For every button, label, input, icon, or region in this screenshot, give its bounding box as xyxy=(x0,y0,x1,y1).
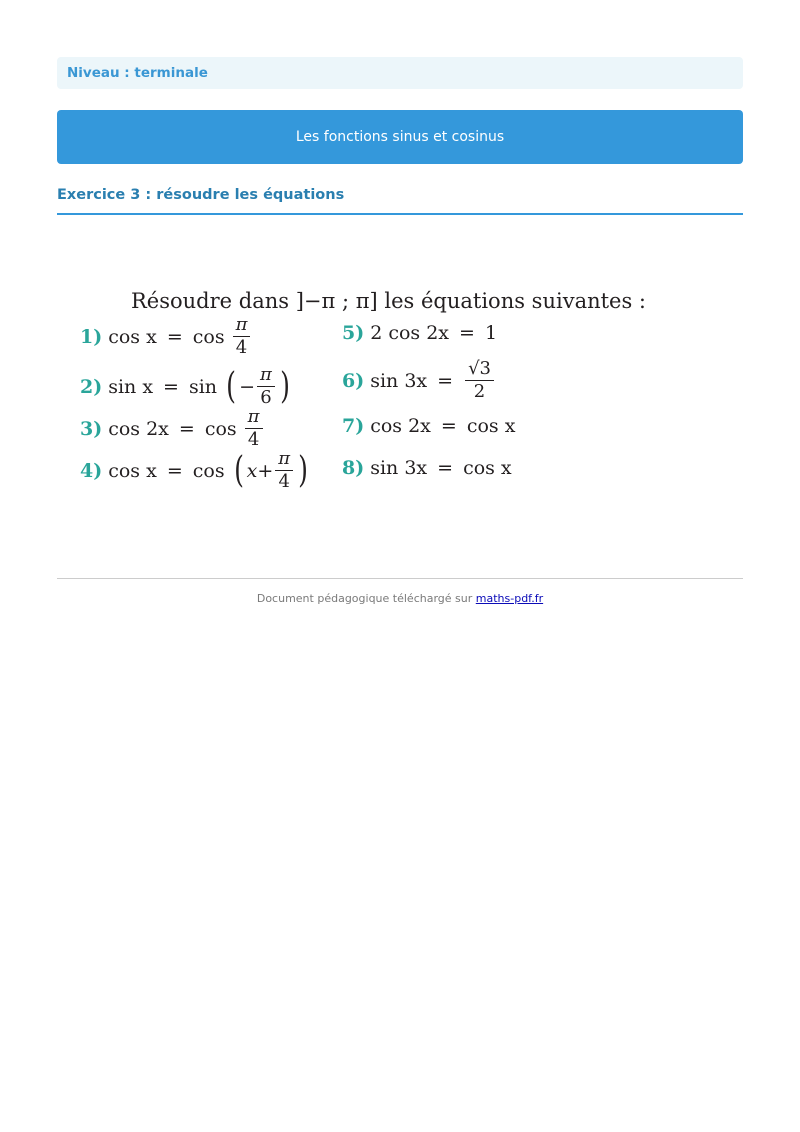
equation-lhs: sin x xyxy=(108,375,154,398)
exercise-intro: Résoudre dans ]−π ; π] les équations suivantes : xyxy=(131,289,647,313)
footer-text: Document pédagogique téléchargé sur xyxy=(256,592,473,605)
chapter-title-banner xyxy=(57,110,743,164)
equals-sign: = xyxy=(459,322,475,344)
exercise-heading: Exercice 3 : résoudre les équations xyxy=(57,185,743,215)
equation-1 xyxy=(80,315,252,358)
equation-number: 1) xyxy=(80,325,103,348)
equation-4 xyxy=(80,449,311,492)
equation-2 xyxy=(80,365,293,408)
left-parenthesis: ( xyxy=(226,365,236,407)
right-parenthesis: ) xyxy=(279,365,290,407)
fraction xyxy=(275,449,293,492)
equation-number: 4) xyxy=(80,459,103,482)
fraction-denominator: 6 xyxy=(260,387,272,408)
equation-number: 5) xyxy=(342,322,365,344)
fraction-numerator: √3 xyxy=(465,359,494,381)
function-name: cos xyxy=(204,417,237,440)
equation-rhs: 1 xyxy=(484,322,498,344)
level-banner xyxy=(57,57,743,89)
equation-7 xyxy=(342,415,515,437)
equation-number: 2) xyxy=(80,375,103,398)
fraction xyxy=(257,365,275,408)
equals-sign: = xyxy=(166,459,183,482)
footer-divider xyxy=(57,578,743,579)
equation-number: 8) xyxy=(342,457,365,479)
equals-sign: = xyxy=(437,369,454,392)
equals-sign: = xyxy=(437,457,454,479)
fraction-denominator: 4 xyxy=(235,337,248,358)
equation-8 xyxy=(342,457,512,479)
fraction-denominator: 2 xyxy=(473,381,486,402)
function-name: cos xyxy=(192,325,225,348)
fraction xyxy=(245,407,263,450)
fraction xyxy=(233,315,251,358)
equation-number: 7) xyxy=(342,415,365,437)
function-name: sin xyxy=(188,375,218,398)
fraction-numerator: π xyxy=(275,449,293,471)
fraction-denominator: 4 xyxy=(278,471,290,492)
fraction-numerator: π xyxy=(245,407,263,429)
paren-prefix: − xyxy=(239,375,256,398)
equals-sign: = xyxy=(163,375,179,398)
fraction-numerator: π xyxy=(257,365,275,387)
footer-link[interactable]: maths-pdf.fr xyxy=(475,592,544,605)
function-name: cos xyxy=(192,459,225,482)
equation-3 xyxy=(80,407,265,450)
equation-rhs: cos x xyxy=(466,415,516,437)
equation-lhs: cos x xyxy=(108,459,157,482)
equation-rhs: cos x xyxy=(463,457,512,479)
chapter-title: Les fonctions sinus et cosinus xyxy=(295,129,505,145)
fraction-denominator: 4 xyxy=(247,429,260,450)
equation-lhs: sin 3x xyxy=(370,457,428,479)
equation-5 xyxy=(342,322,497,344)
equation-lhs: cos 2x xyxy=(370,415,431,437)
left-parenthesis: ( xyxy=(233,449,244,491)
paren-prefix: x+ xyxy=(246,459,274,482)
equation-number: 3) xyxy=(80,417,103,440)
exercise-statement xyxy=(80,285,647,505)
level-label: Niveau : terminale xyxy=(67,65,208,81)
equation-lhs: 2 cos 2x xyxy=(370,322,450,344)
equation-6 xyxy=(342,359,496,402)
right-parenthesis: ) xyxy=(298,449,309,491)
equation-lhs: cos 2x xyxy=(108,417,169,440)
footer xyxy=(57,592,743,605)
fraction xyxy=(465,359,494,402)
equals-sign: = xyxy=(440,415,457,437)
equation-lhs: cos x xyxy=(108,325,157,348)
equation-lhs: sin 3x xyxy=(370,369,428,392)
fraction-numerator: π xyxy=(233,315,251,337)
equals-sign: = xyxy=(178,417,195,440)
equation-number: 6) xyxy=(342,369,365,392)
equals-sign: = xyxy=(166,325,183,348)
